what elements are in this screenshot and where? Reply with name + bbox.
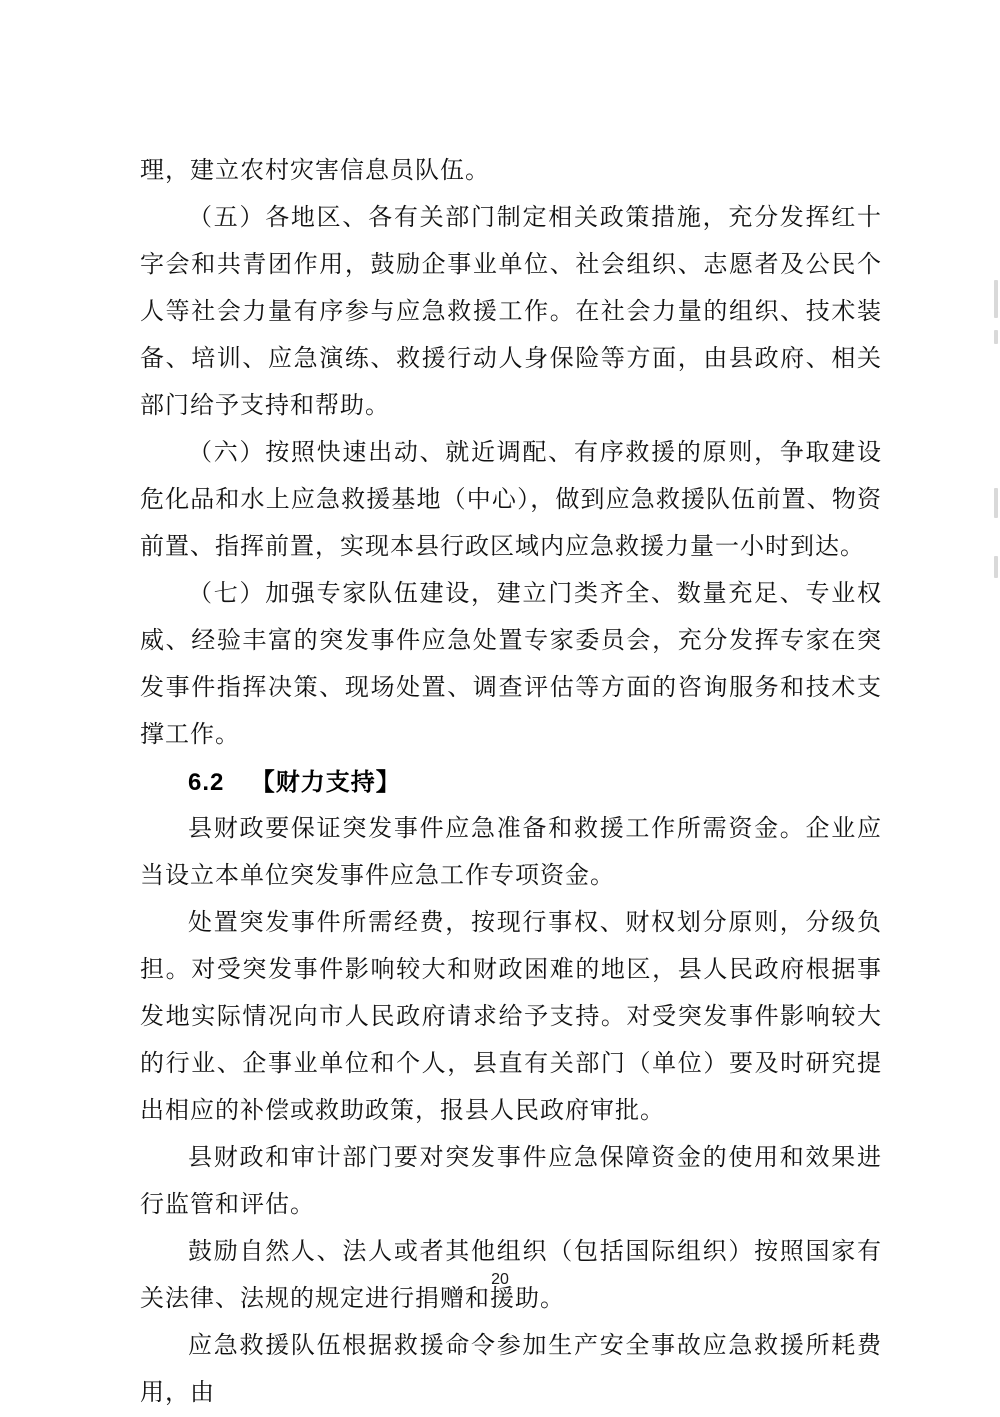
page-content [140,148,882,1417]
paragraph-finance-5: 应急救援队伍根据救援命令参加生产安全事故应急救援所耗费用，由 [140,1333,882,1406]
paragraph-item-6: （六）按照快速出动、就近调配、有序救援的原则，争取建设危化品和水上应急救援基地（中心），做到应急救援队伍前置、物资前置、指挥前置，实现本县行政区域内应急救援力量一小时到达。 [140,440,882,560]
scan-artifact [994,280,998,318]
paragraph-continuation: 理，建立农村灾害信息员队伍。 [140,158,490,184]
paragraph-finance-2: 处置突发事件所需经费，按现行事权、财权划分原则，分级负担。对受突发事件影响较大和财政困难的地区，县人民政府根据事发地实际情况向市人民政府请求给予支持。对受突发事件影响较大的行业、企事业单位和个人，县直有关部门（单位）要及时研究提出相应的补偿或救助政策，报县人民政府审批。 [140,910,882,1124]
section-number: 6.2 [188,769,225,796]
scan-artifact [994,488,998,518]
scan-artifact [994,556,998,578]
scan-artifact [994,330,998,344]
section-heading [140,759,882,806]
paragraph-item-7: （七）加强专家队伍建设，建立门类齐全、数量充足、专业权威、经验丰富的突发事件应急处置专家委员会，充分发挥专家在突发事件指挥决策、现场处置、调查评估等方面的咨询服务和技术支撑工作。 [140,581,882,748]
paragraph-finance-4: 鼓励自然人、法人或者其他组织（包括国际组织）按照国家有关法律、法规的规定进行捐赠和援助。 [140,1239,882,1312]
paragraph-finance-3: 县财政和审计部门要对突发事件应急保障资金的使用和效果进行监管和评估。 [140,1145,882,1218]
paragraph-finance-1: 县财政要保证突发事件应急准备和救援工作所需资金。企业应当设立本单位突发事件应急工作专项资金。 [140,816,882,889]
section-title: 【财力支持】 [250,769,401,796]
paragraph-item-5: （五）各地区、各有关部门制定相关政策措施，充分发挥红十字会和共青团作用，鼓励企事业单位、社会组织、志愿者及公民个人等社会力量有序参与应急救援工作。在社会力量的组织、技术装备、培训、应急演练、救援行动人身保险等方面，由县政府、相关部门给予支持和帮助。 [140,205,882,419]
page-number: 20 [491,1271,509,1288]
